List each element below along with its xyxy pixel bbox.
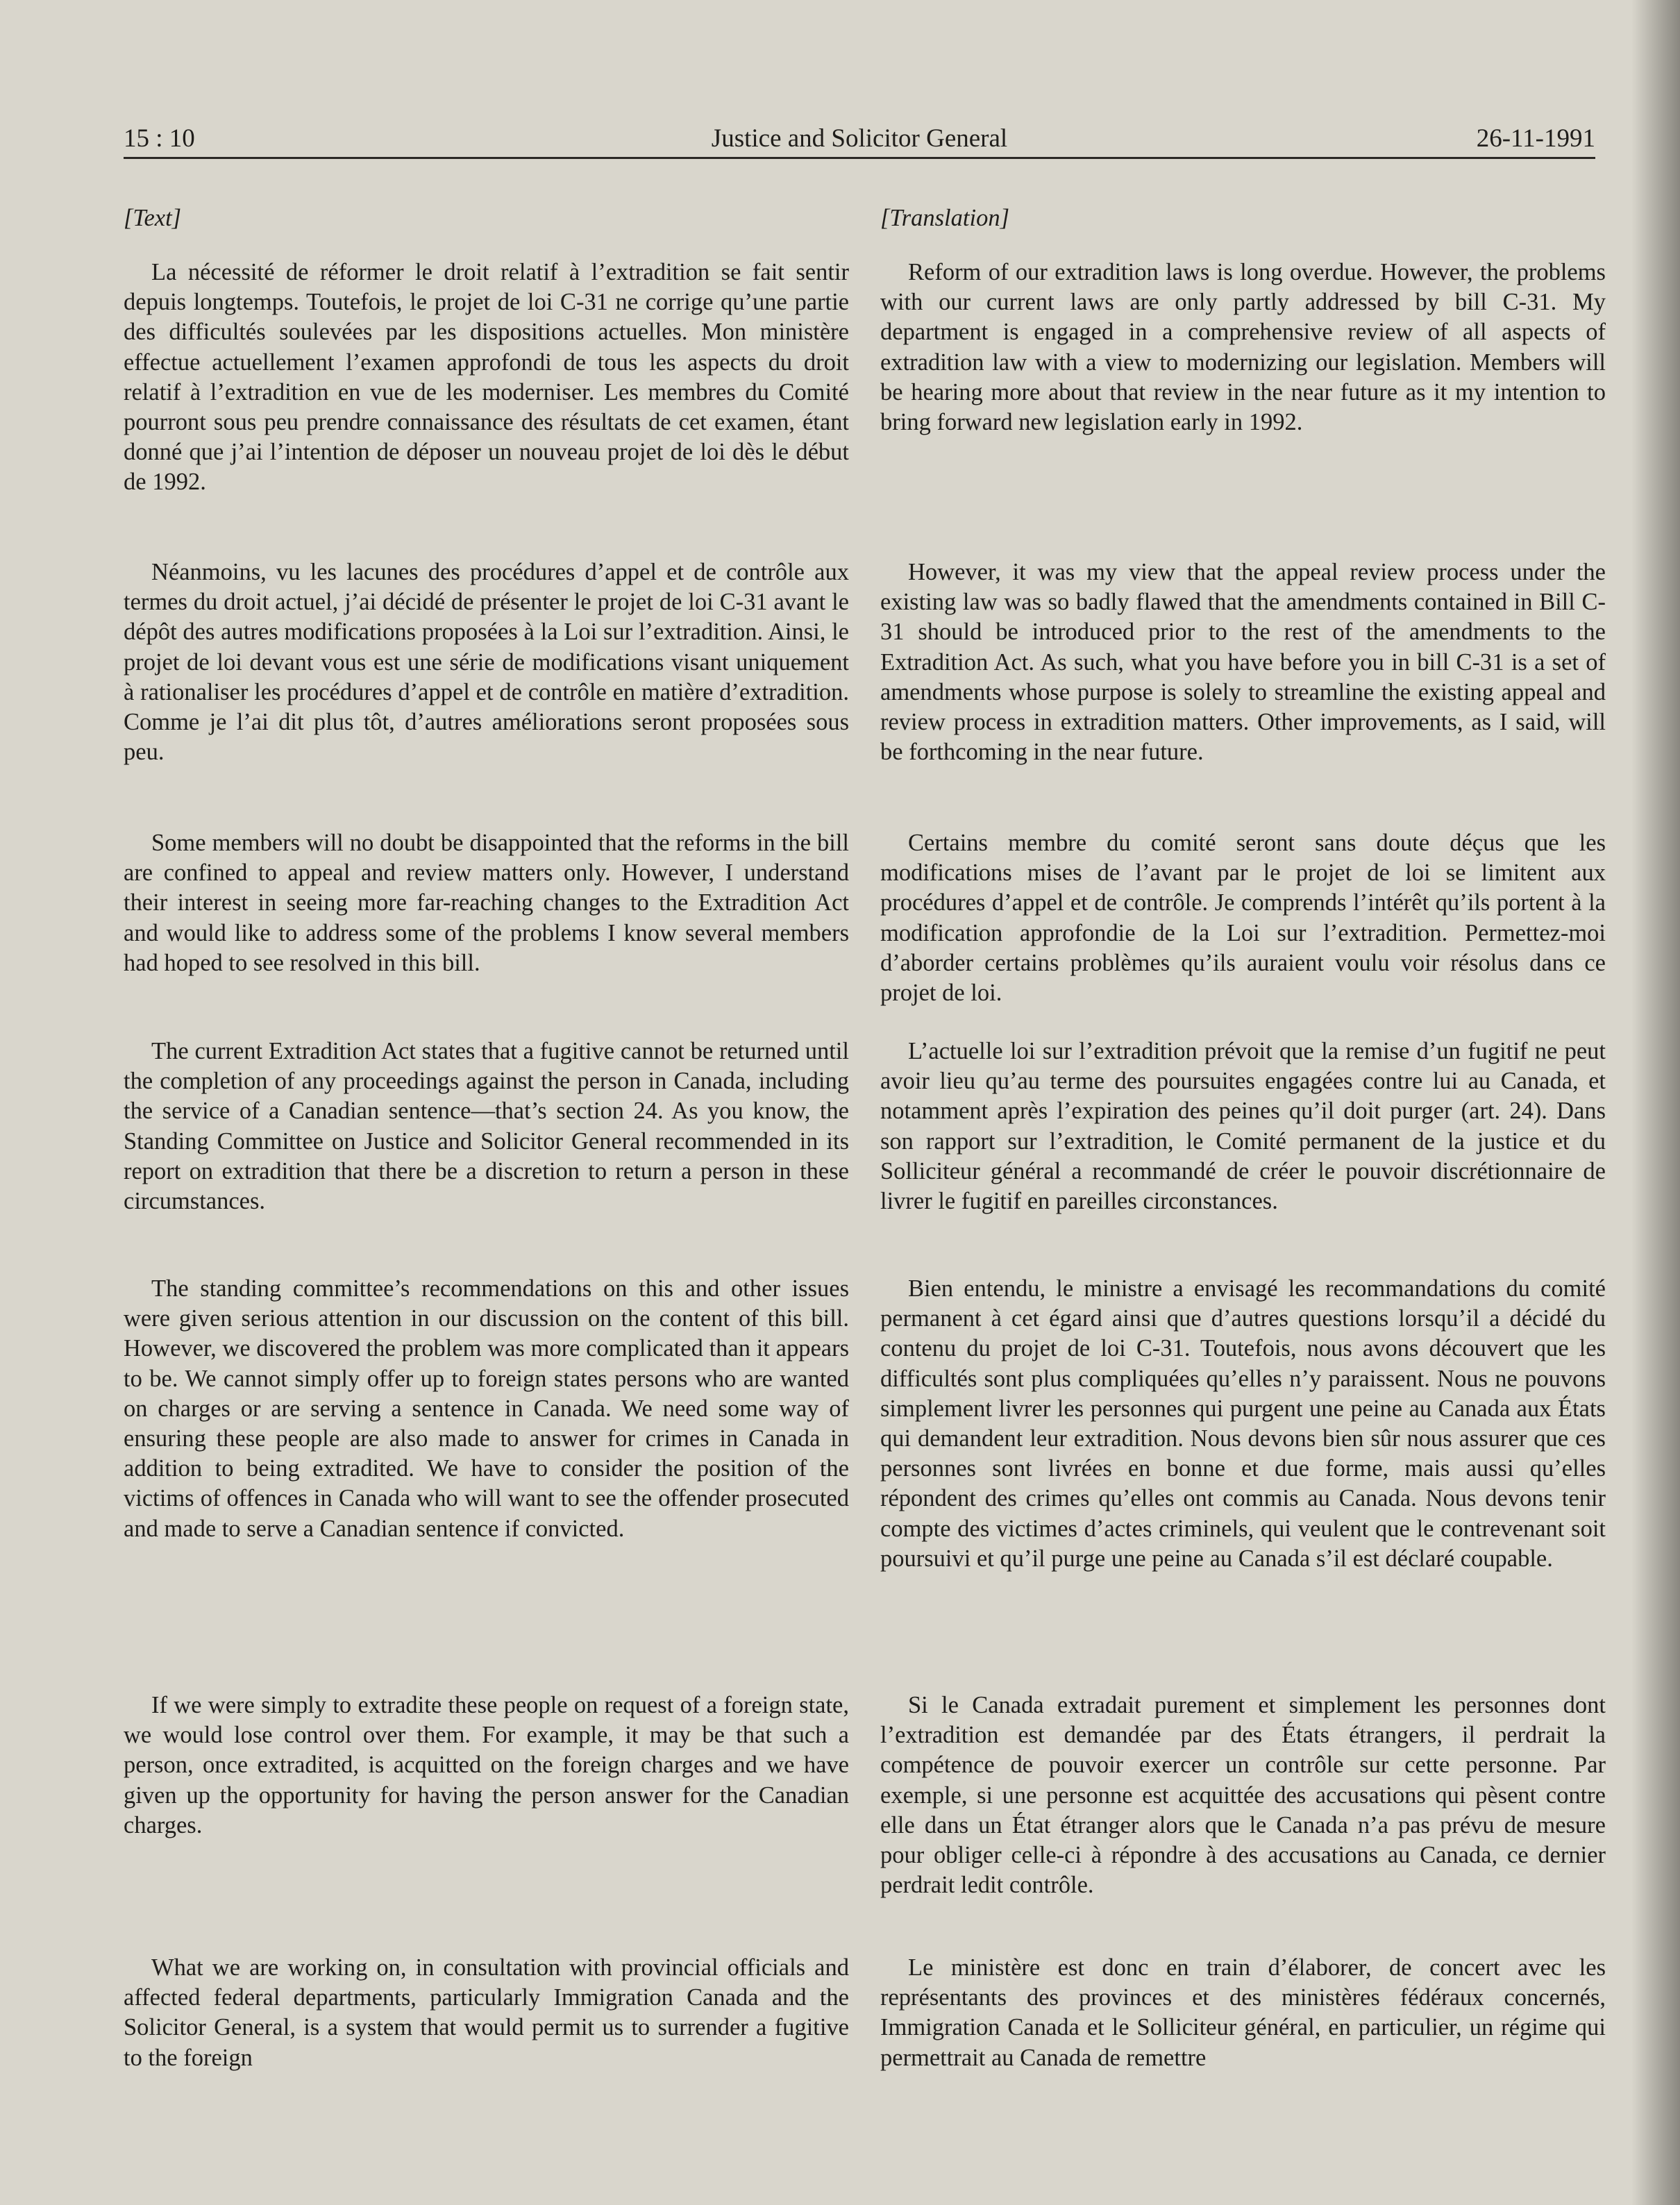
page-number: 15 : 10 [124, 124, 195, 153]
header-rule [124, 157, 1595, 159]
right-paragraph-1: Reform of our extradition laws is long overdue. However, the problems with our current laws are only partly addressed by bill C-31. My department is engaged in a comprehensive review of all aspects of extradition law with a view to modernizing our legislation. Members will be hearing more about that review in the near future as it my intention to bring forward new legislation early in 1992. [880, 259, 1606, 436]
left-paragraph-6: If we were simply to extradite these people on request of a foreign state, we would lose control over them. For example, it may be that such a person, once extradited, is acquitted on the foreign charges and we have given up the opportunity for having the person answer for the Canadian charges. [124, 1692, 849, 1838]
right-paragraph-4: L’actuelle loi sur l’extradition prévoit que la remise d’un fugitif ne peut avoir lieu qu’au terme des poursuites engagées contre lui au Canada, et notamment après l’expiration des peines qu’il doit purger (art. 24). Dans son rapport sur l’extradition, le Comité permanent de la justice et du Solliciteur général a recommandé de créer le pouvoir discrétionnaire de livrer le fugitif en pareilles circonstances. [880, 1038, 1606, 1215]
right-paragraph-7: Le ministère est donc en train d’élaborer, de concert avec les représentants des provinces et des ministères fédéraux concernés, Immigration Canada et le Solliciteur général, en particulier, un régime qui permettrait au Canada de remettre [880, 1954, 1606, 2071]
left-paragraph-4: The current Extradition Act states that a fugitive cannot be returned until the completion of any proceedings against the person in Canada, including the service of a Canadian sentence—that’s section 24. As you know, the Standing Committee on Justice and Solicitor General recommended in its report on extradition that there be a discretion to return a person in these circumstances. [124, 1038, 849, 1215]
left-paragraph-5: The standing committee’s recommendations on this and other issues were given serious attention in our discussion on the content of this bill. However, we discovered the problem was more complicated than it appears to be. We cannot simply offer up to foreign states persons who are wanted on charges or are serving a sentence in Canada. We need some way of ensuring these people are also made to answer for crimes in Canada in addition to being extradited. We have to consider the position of the victims of offences in Canada who will want to see the offender prosecuted and made to serve a Canadian sentence if convicted. [124, 1275, 849, 1542]
right-paragraph-2: However, it was my view that the appeal review process under the existing law was so badly flawed that the amendments contained in Bill C-31 should be introduced prior to the rest of the amendments to the Extradition Act. As such, what you have before you in bill C-31 is a set of amendments whose purpose is solely to streamline the existing appeal and review process in extradition matters. Other improvements, as I said, will be forthcoming in the near future. [880, 559, 1606, 766]
running-header [124, 117, 1595, 158]
text-label: [Text] [124, 205, 182, 231]
translation-label: [Translation] [880, 205, 1009, 231]
header-title: Justice and Solicitor General [711, 124, 1008, 153]
right-paragraph-6: Si le Canada extradait purement et simplement les personnes dont l’extradition est demandée par des États étrangers, il perdrait la compétence de pouvoir exercer un contrôle sur cette personne. Par exemple, si une personne est acquittée des accusations qui pèsent contre elle dans un État étranger alors que le Canada n’a pas prévu de mesure pour obliger celle-ci à répondre à des accusations au Canada, ce dernier perdrait ledit contrôle. [880, 1692, 1606, 1899]
left-paragraph-3: Some members will no doubt be disappointed that the reforms in the bill are confined to appeal and review matters only. However, I understand their interest in seeing more far-reaching changes to the Extradition Act and would like to address some of the problems I know several members had hoped to see resolved in this bill. [124, 830, 849, 976]
page-edge-shadow [1631, 0, 1680, 2205]
left-paragraph-7: What we are working on, in consultation with provincial officials and affected federal departments, particularly Immigration Canada and the Solicitor General, is a system that would permit us to surrender a fugitive to the foreign [124, 1954, 849, 2071]
right-paragraph-5: Bien entendu, le ministre a envisagé les recommandations du comité permanent à cet égard ainsi que d’autres questions lorsqu’il a décidé du contenu du projet de loi C-31. Toutefois, nous avons découvert que les difficultés sont plus compliquées qu’elles n’y paraissent. Nous ne pouvons simplement livrer les personnes qui purgent une peine au Canada aux États qui demandent leur extradition. Nous devons bien sûr nous assurer que ces personnes sont livrées en bonne et due forme, mais aussi qu’elles répondent des crimes qu’elles ont commis au Canada. Nous devons tenir compte des victimes d’actes criminels, qui veulent que le contrevenant soit poursuivi et qu’il purge une peine au Canada s’il est déclaré coupable. [880, 1275, 1606, 1572]
left-paragraph-2: Néanmoins, vu les lacunes des procédures d’appel et de contrôle aux termes du droit actuel, j’ai décidé de présenter le projet de loi C-31 avant le dépôt des autres modifications proposées à la Loi sur l’extradition. Ainsi, le projet de loi devant vous est une série de modifications visant uniquement à rationaliser les procédures d’appel et de contrôle en matière d’extradition. Comme je l’ai dit plus tôt, d’autres améliorations seront proposées sous peu. [124, 559, 849, 766]
header-date: 26-11-1991 [1476, 124, 1595, 153]
right-paragraph-3: Certains membre du comité seront sans doute déçus que les modifications mises de l’avant par le projet de loi se limitent aux procédures d’appel et de contrôle. Je comprends l’intérêt qu’ils portent à la modification approfondie de la Loi sur l’extradition. Permettez-moi d’aborder certains problèmes qu’ils auraient voulu voir résolus dans ce projet de loi. [880, 830, 1606, 1007]
left-paragraph-1: La nécessité de réformer le droit relatif à l’extradition se fait sentir depuis longtemps. Toutefois, le projet de loi C-31 ne corrige qu’une partie des difficultés soulevées par les dispositions actuelles. Mon ministère effectue actuellement l’examen approfondi de tous les aspects du droit relatif à l’extradition en vue de les moderniser. Les membres du Comité pourront sous peu prendre connaissance des résultats de cet examen, étant donné que j’ai l’intention de déposer un nouveau projet de loi dès le début de 1992. [124, 259, 849, 496]
